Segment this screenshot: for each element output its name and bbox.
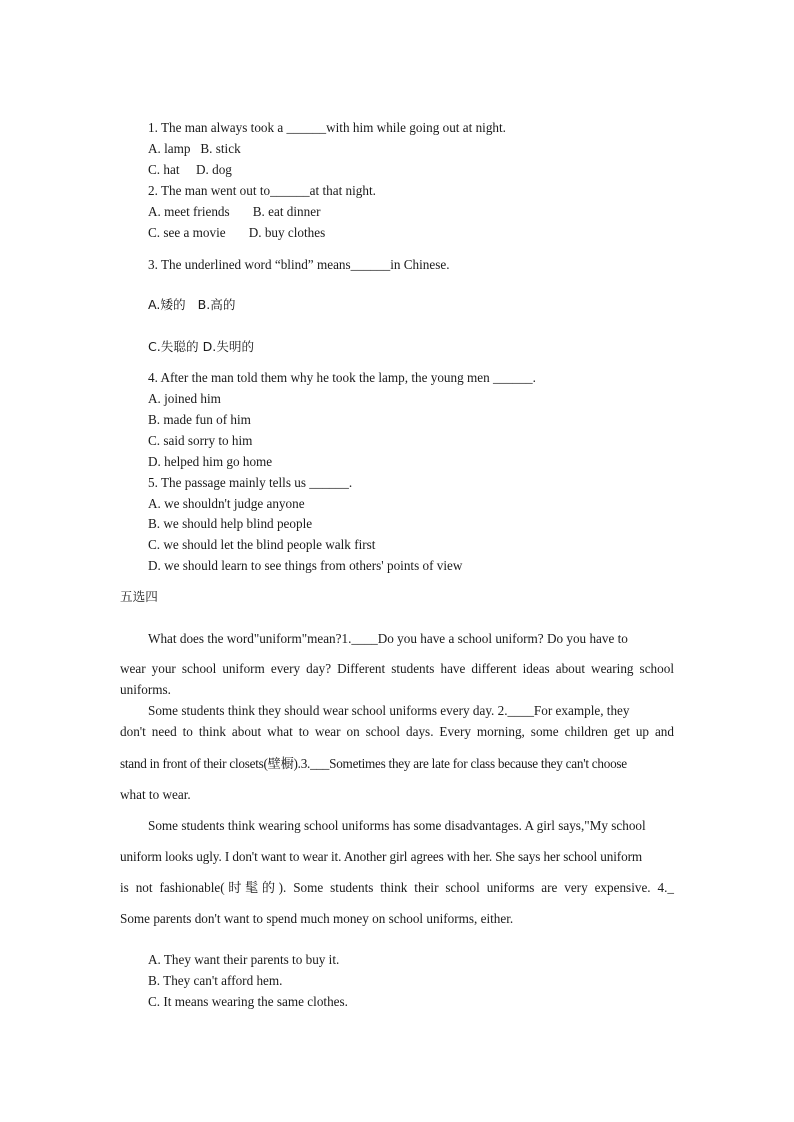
question-4-option-a: A. joined him [148, 391, 221, 406]
section-heading: 五选四 [120, 589, 158, 604]
question-5-option-b: B. we should help blind people [148, 516, 313, 531]
passage-line: Some students think they should wear school uniforms every day. 2.____For example, they [148, 703, 630, 718]
option-a: A. They want their parents to buy it. [148, 952, 340, 967]
question-5-stem: 5. The passage mainly tells us ______. [148, 475, 353, 490]
option-c: C. It means wearing the same clothes. [148, 994, 348, 1009]
option-b: B. They can't afford hem. [148, 973, 283, 988]
question-4-option-c: C. said sorry to him [148, 433, 253, 448]
passage-line: Some students think wearing school uniforms has some disadvantages. A girl says,"My school [148, 818, 646, 833]
passage-line: wear your school uniform every day? Different students have different ideas about wearing school [120, 661, 674, 676]
question-1-options-ab: A. lamp B. stick [148, 141, 241, 156]
passage-line: what to wear. [120, 787, 191, 802]
question-1-stem: 1. The man always took a ______with him while going out at night. [148, 120, 506, 135]
question-5-option-c: C. we should let the blind people walk first [148, 537, 376, 552]
question-5-option-d: D. we should learn to see things from others' points of view [148, 558, 463, 573]
question-4-stem: 4. After the man told them why he took the lamp, the young men ______. [148, 370, 536, 385]
question-1-options-cd: C. hat D. dog [148, 162, 232, 177]
question-2-options-cd: C. see a movie D. buy clothes [148, 225, 326, 240]
passage-line: stand in front of their closets(壁橱).3.___Sometimes they are late for class because they can't choose [120, 756, 627, 771]
passage-line: is not fashionable(时髦的). Some students think their school uniforms are very expensive. 4._ [120, 880, 674, 895]
question-2-stem: 2. The man went out to______at that night. [148, 183, 376, 198]
passage-line: What does the word"uniform"mean?1.____Do you have a school uniform? Do you have to [148, 631, 628, 646]
question-2-options-ab: A. meet friends B. eat dinner [148, 204, 321, 219]
question-3-options-cd: C.失聪的 D.失明的 [148, 339, 255, 354]
question-5-option-a: A. we shouldn't judge anyone [148, 496, 305, 511]
passage-line: Some parents don't want to spend much money on school uniforms, either. [120, 911, 514, 926]
passage-line: don't need to think about what to wear on school days. Every morning, some children get up and [120, 724, 674, 739]
question-4-option-b: B. made fun of him [148, 412, 251, 427]
question-3-stem: 3. The underlined word “blind” means______in Chinese. [148, 257, 450, 272]
passage-line: uniforms. [120, 682, 171, 697]
passage-line: uniform looks ugly. I don't want to wear it. Another girl agrees with her. She says her school uniform [120, 849, 643, 864]
question-3-options-ab: A.矮的 B.高的 [148, 297, 236, 312]
question-4-option-d: D. helped him go home [148, 454, 273, 469]
